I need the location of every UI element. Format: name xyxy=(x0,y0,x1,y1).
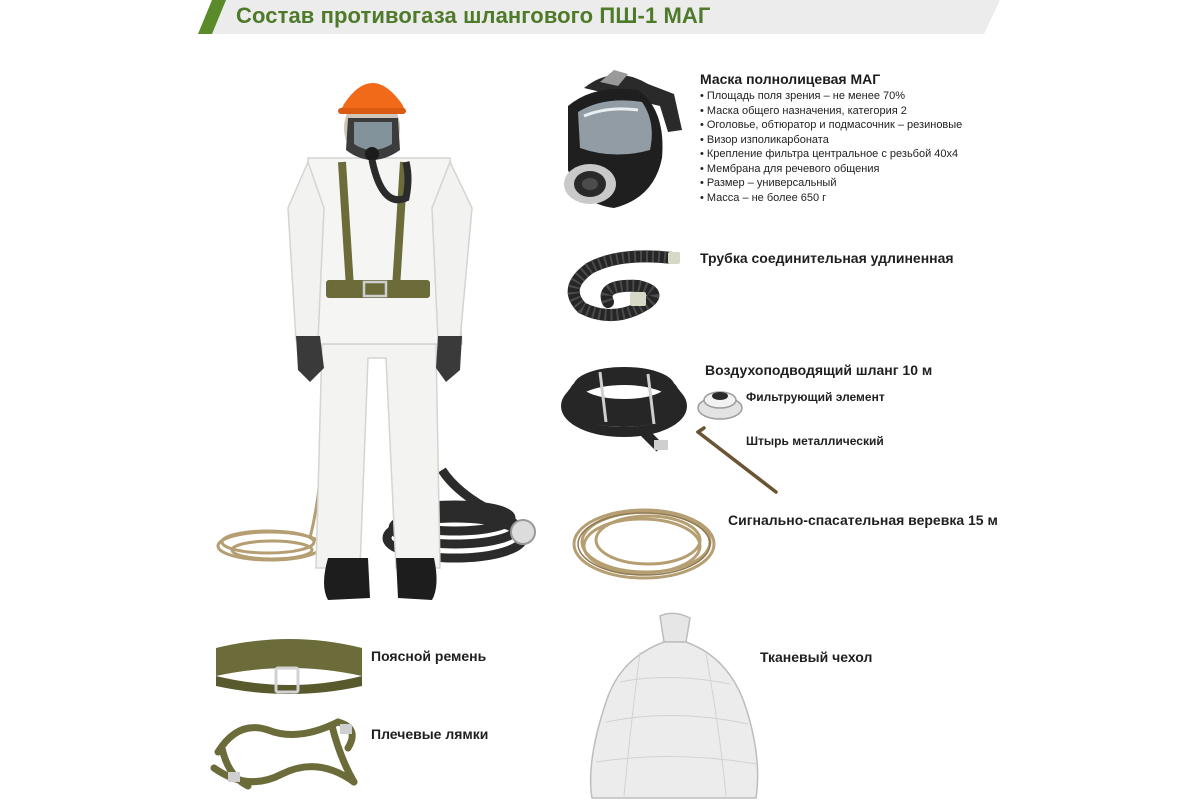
mask-title: Маска полнолицевая МАГ xyxy=(700,71,881,87)
mask-spec-item: • Мембрана для речевого общения xyxy=(700,162,1000,177)
mask-spec-item: • Масса – не более 650 г xyxy=(700,191,1000,206)
tube-label: Трубка соединительная удлиненная xyxy=(700,250,954,266)
header-banner xyxy=(198,0,1000,34)
rope-illustration xyxy=(568,500,724,586)
page-title: Состав противогаза шлангового ПШ-1 МАГ xyxy=(236,3,711,28)
straps-label: Плечевые лямки xyxy=(371,726,489,742)
bag-label: Тканевый чехол xyxy=(760,649,873,665)
hose-label: Воздухоподводящий шланг 10 м xyxy=(705,362,933,378)
rope-label: Сигнально-спасательная веревка 15 м xyxy=(728,512,998,528)
filter-label: Фильтрующий элемент xyxy=(746,390,885,404)
stake-label: Штырь металлический xyxy=(746,434,884,448)
straps-illustration xyxy=(208,712,364,796)
mask-spec-item: • Площадь поля зрения – не менее 70% xyxy=(700,89,1000,104)
mask-illustration xyxy=(554,66,694,216)
mask-spec-item: • Оголовье, обтюратор и подмасочник – резиновые xyxy=(700,118,1000,133)
hose-illustration xyxy=(560,352,696,456)
tube-illustration xyxy=(560,248,686,326)
mask-spec-item: • Размер – универсальный xyxy=(700,176,1000,191)
belt-illustration xyxy=(210,632,368,700)
bag-illustration xyxy=(580,612,768,800)
mask-spec-item: • Визор изполикарбоната xyxy=(700,133,1000,148)
mask-spec-block xyxy=(700,71,1000,205)
mask-spec-list xyxy=(700,89,1000,205)
mask-spec-item: • Маска общего назначения, категория 2 xyxy=(700,104,1000,119)
mask-spec-item: • Крепление фильтра центральное с резьбой 40х4 xyxy=(700,147,1000,162)
belt-label: Поясной ремень xyxy=(371,648,487,664)
filter-illustration xyxy=(696,382,744,422)
person-in-suit-illustration xyxy=(210,58,550,610)
